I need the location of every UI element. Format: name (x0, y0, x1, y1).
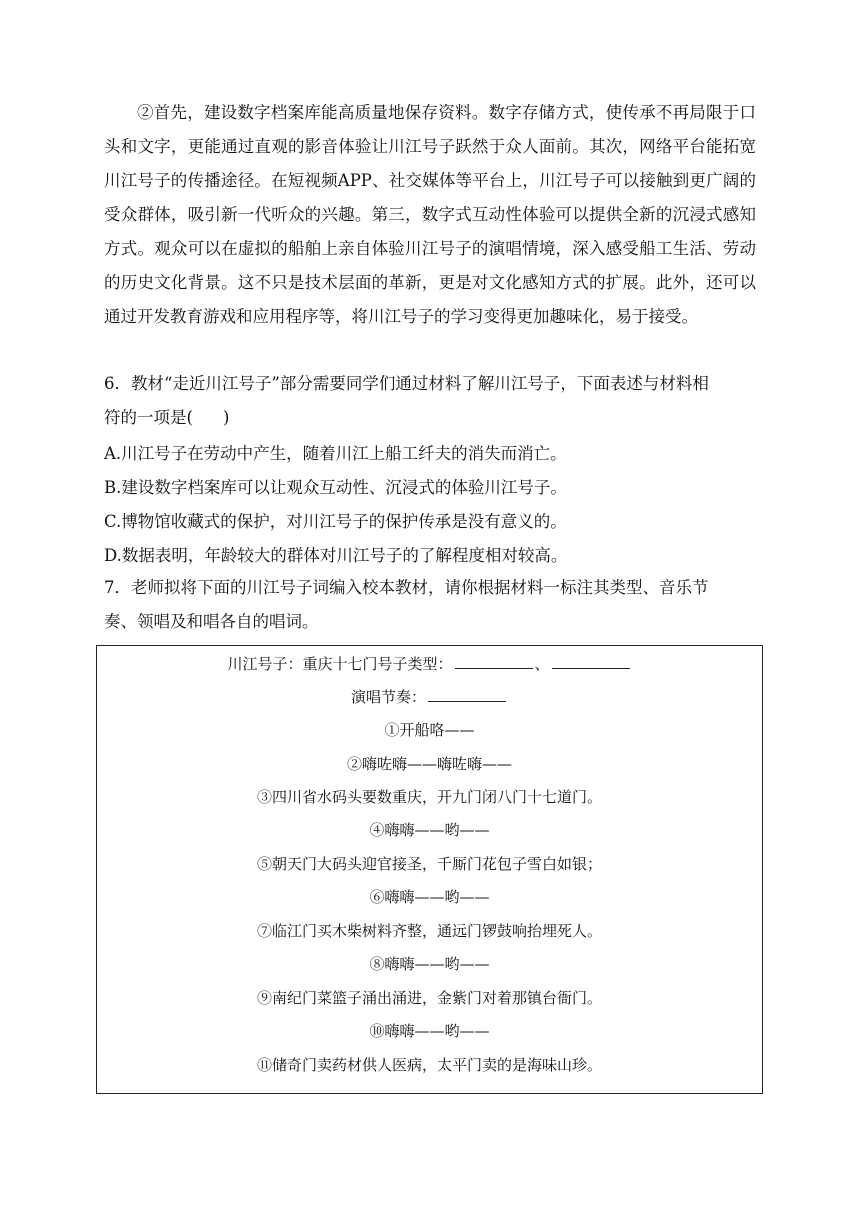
rhythm-line (97, 687, 762, 707)
option-d: D.数据表明，年龄较大的群体对川江号子的了解程度相对较高。 (104, 546, 568, 565)
rhythm-label: 演唱节奏： (350, 688, 426, 706)
option-b: B.建设数字档案库可以让观众互动性、沉浸式的体验川江号子。 (104, 478, 567, 497)
question-7-stem-line1: 7．老师拟将下面的川江号子词编入校本教材，请你根据材料一标注其类型、音乐节 (104, 578, 709, 597)
question-6-stem-line1: 6．教材“走近川江号子”部分需要同学们通过材料了解川江号子，下面表述与材料相 (104, 374, 709, 393)
lyric-line-11: ⑪储奇门卖药材供人医病，太平门卖的是海味山珍。 (256, 1056, 602, 1074)
lyric-line-2: ②嗨咗嗨——嗨咗嗨—— (346, 755, 512, 773)
lyric-line-7: ⑦临江门买木柴树料齐整，通远门锣鼓响抬埋死人。 (256, 922, 602, 940)
passage-paragraph-2: ②首先，建设数字档案库能高质量地保存资料。数字存储方式，使传承不再局限于口头和文字，更能通过直观的影音体验让川江号子跃然于众人面前。其次，网络平台能拓宽川江号子的传播途径。在短视频APP、社交媒体等平台上，川江号子可以接触到更广阔的受众群体，吸引新一代听众的兴趣。第三，数字式互动性体验可以提供全新的沉浸式感知方式。观众可以在虚拟的船舶上亲自体验川江号子的演唱情境，深入感受船工生活、劳动的历史文化背景。这不只是技术层面的革新，更是对文化感知方式的扩展。此外，还可以通过开发教育游戏和应用程序等，将川江号子的学习变得更加趣味化，易于接受。 (104, 103, 756, 326)
type-blank-1[interactable] (455, 654, 533, 669)
lyric-line-9: ⑨南纪门菜篮子涌出涌进，金紫门对着那镇台衙门。 (256, 989, 602, 1007)
lyric-line-1: ①开船咯—— (384, 721, 475, 739)
lyric-line-10: ⑩嗨嗨——哟—— (369, 1022, 490, 1040)
option-a: A.川江号子在劳动中产生，随着川江上船工纤夫的消失而消亡。 (104, 444, 567, 463)
lyric-line-6: ⑥嗨嗨——哟—— (369, 888, 490, 906)
option-c: C.博物馆收藏式的保护，对川江号子的保护传承是没有意义的。 (104, 512, 567, 531)
question-7-stem-line2: 奏、领唱及和唱各自的唱词。 (104, 612, 319, 631)
lyrics-box (96, 645, 763, 1094)
type-label: 川江号子：重庆十七门号子类型： (227, 655, 453, 673)
question-6-stem (104, 367, 760, 435)
question-7-stem (104, 571, 760, 639)
question-6-stem-line2: 符的一项是( (104, 408, 193, 427)
type-line (97, 654, 762, 674)
lyric-line-8: ⑧嗨嗨——哟—— (369, 955, 490, 973)
lyric-line-3: ③四川省水码头要数重庆，开九门闭八门十七道门。 (256, 788, 602, 806)
type-blank-2[interactable] (552, 654, 630, 669)
question-6-stem-paren-close: ) (222, 408, 230, 427)
lyric-line-4: ④嗨嗨——哟—— (369, 821, 490, 839)
type-separator: 、 (534, 655, 550, 673)
rhythm-blank[interactable] (428, 687, 506, 702)
lyric-line-5: ⑤朝天门大码头迎官接圣，千厮门花包子雪白如银； (256, 855, 602, 873)
